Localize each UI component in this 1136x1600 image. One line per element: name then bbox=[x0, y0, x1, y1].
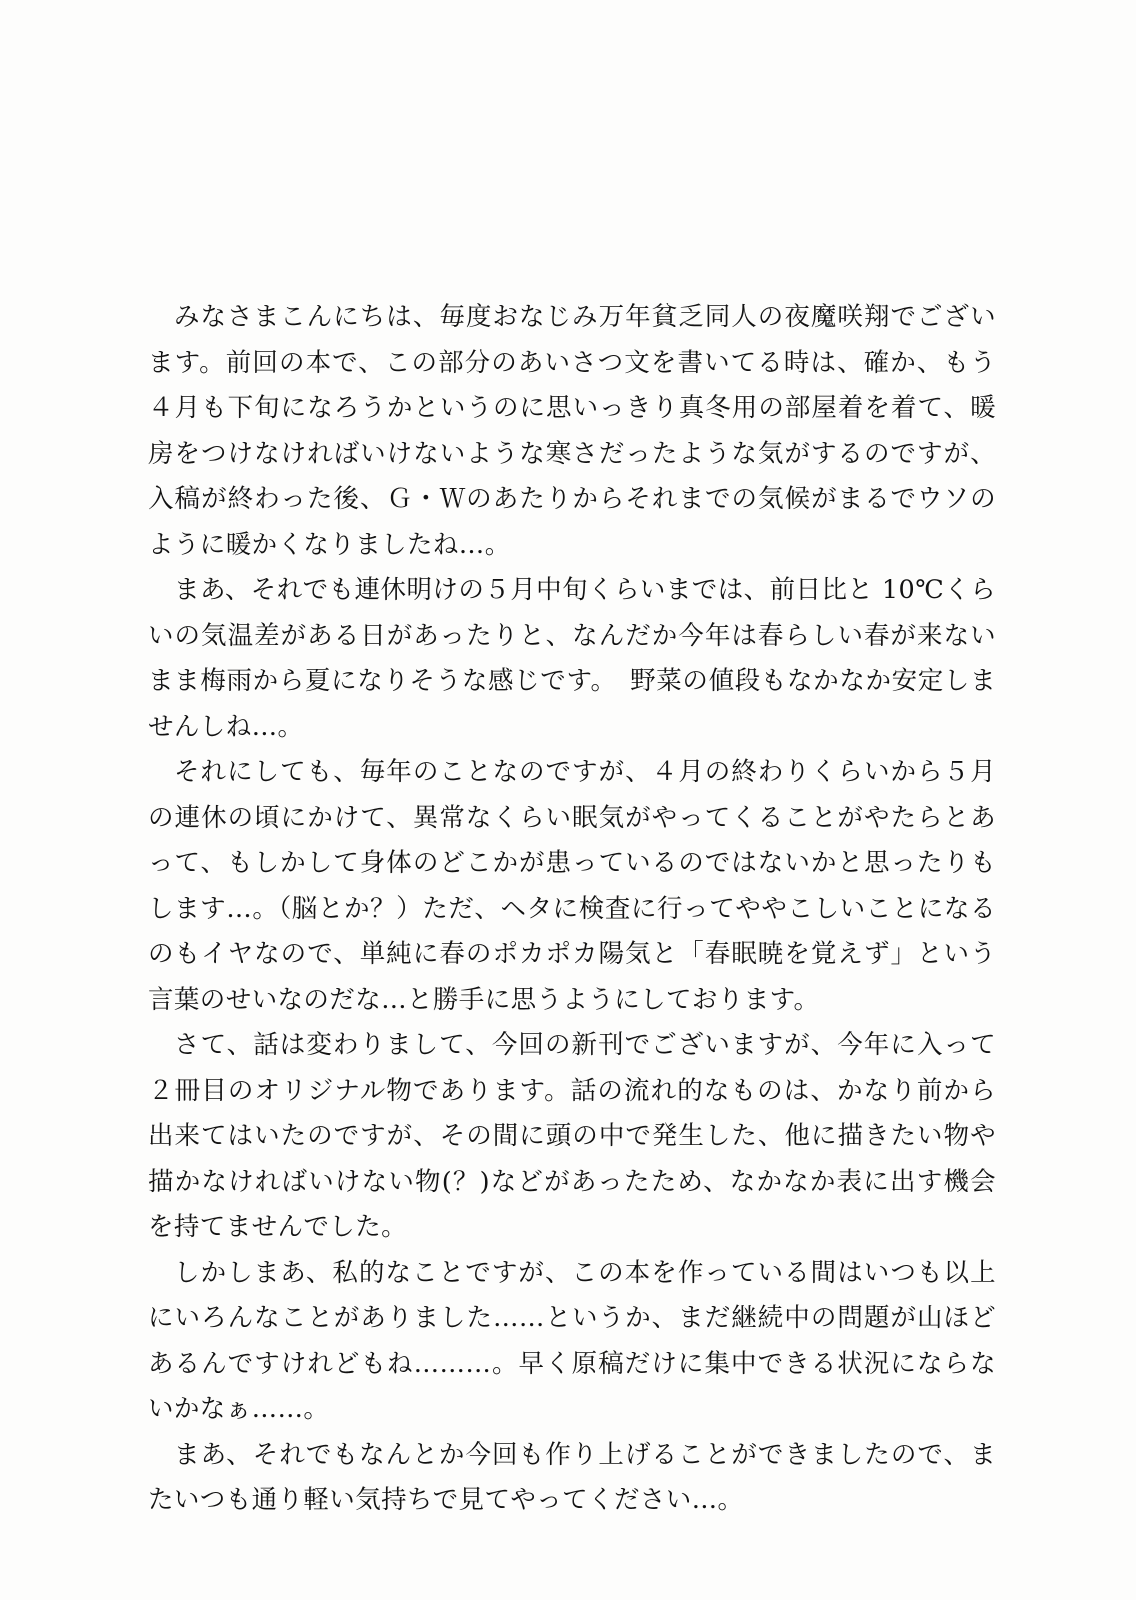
paragraph: みなさまこんにちは、毎度おなじみ万年貧乏同人の夜魔咲翔でございます。前回の本で、この部分のあいさつ文を書いてる時は、確か、もう４月も下旬になろうかというのに思いっきり真冬用の部屋着を着て、暖房をつけなければいけないような寒さだったような気がするのですが、入稿が終わった後、Ｇ・Ｗのあたりからそれまでの気候がまるでウソのように暖かくなりましたね…。 bbox=[148, 302, 996, 560]
paragraph: まあ、それでも連休明けの５月中旬くらいまでは、前日比と 10℃くらいの気温差がある日があったりと、なんだか今年は春らしい春が来ないまま梅雨から夏になりそうな感じです。 野菜の値段もなかなか安定しませんしね…。 bbox=[148, 575, 996, 742]
paragraph: さて、話は変わりまして、今回の新刊でございますが、今年に入って２冊目のオリジナル物であります。話の流れ的なものは、かなり前から出来てはいたのですが、その間に頭の中で発生した、他に描きたい物や描かなければいけない物(？)などがあったため、なかなか表に出す機会を持てませんでした。 bbox=[148, 1030, 996, 1242]
afterword-text-block bbox=[148, 295, 996, 1524]
paragraph: それにしても、毎年のことなのですが、４月の終わりくらいから５月の連休の頃にかけて、異常なくらい眠気がやってくることがやたらとあって、もしかして身体のどこかが患っているのではないかと思ったりもします…。（脳とか？）ただ、ヘタに検査に行ってややこしいことになるのもイヤなので、単純に春のポカポカ陽気と「春眠暁を覚えず」という言葉のせいなのだな…と勝手に思うようにしております。 bbox=[148, 757, 996, 1015]
paragraph: しかしまあ、私的なことですが、この本を作っている間はいつも以上にいろんなことがありました……というか、まだ継続中の問題が山ほどあるんですけれどもね………。早く原稿だけに集中できる状況にならないかなぁ……。 bbox=[148, 1257, 996, 1424]
paragraph: まあ、それでもなんとか今回も作り上げることができましたので、またいつも通り軽い気持ちで見てやってください…。 bbox=[148, 1439, 996, 1515]
